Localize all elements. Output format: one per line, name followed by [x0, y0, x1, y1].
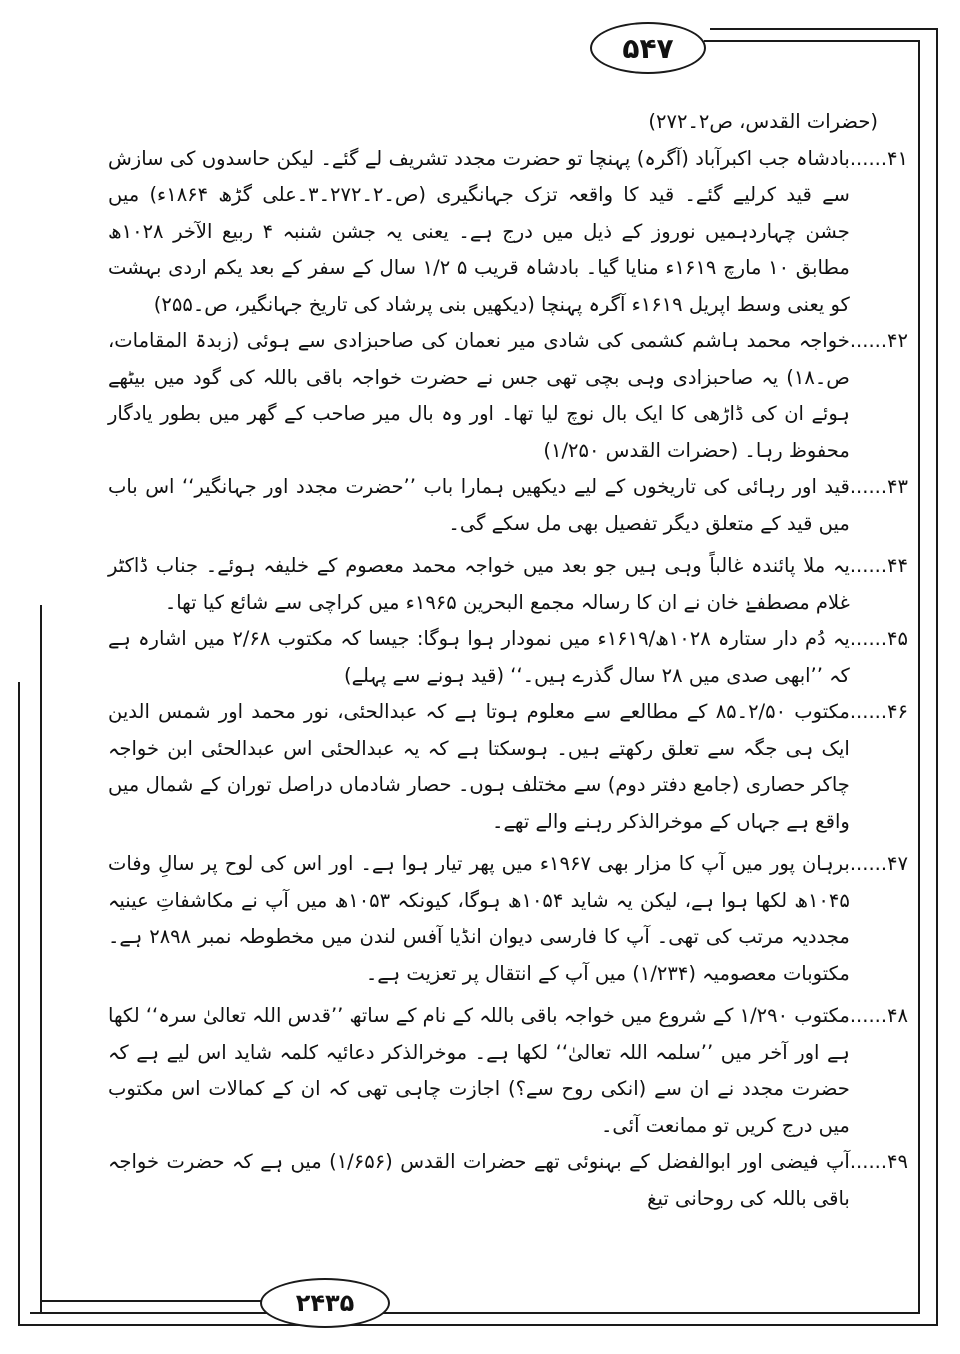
footer-page-number	[260, 1278, 390, 1328]
header-page-number	[590, 22, 706, 74]
note-text: یہ دُم دار ستارہ ۱۰۲۸ھ/۱۶۱۹ء میں نمودار ہوا ہوگا: جیسا کہ مکتوب ۲/۶۸ میں اشارہ ہے کہ ’’ابھی صدی میں ۲۸ سال گذرے ہیں۔‘‘ (قید ہونے سے پہلے)	[108, 627, 850, 687]
frame-bottom-line-short	[40, 1300, 270, 1302]
note-44	[108, 548, 908, 621]
header-page-number-text: ۵۴۷	[622, 31, 674, 65]
note-text: بادشاہ جب اکبرآباد (آگرہ) پہنچا تو حضرت مجدد تشریف لے گئے۔ لیکن حاسدوں کی سازش سے قید کرلیے گئے۔ قید کا واقعہ تزک جہانگیری (ص۔۲۔۲۷۲۔۳۔علی گڑھ ۱۸۶۴ء) میں جشن چہاردہمیں نوروز کے ذیل میں درج ہے۔ یعنی یہ جشن شنبہ ۴ ربیع الآخر ۱۰۲۸ھ مطابق ۱۰ مارچ ۱۶۱۹ء منایا گیا۔ بادشاہ قریب ۵ ۱/۲ سال کے سفر کے بعد یکم اردی بہشت کو یعنی وسط اپریل ۱۶۱۹ء آگرہ پہنچا (دیکھیں بنی پرشاد کی تاریخ جہانگیر، ص۔۲۵۵)	[108, 146, 850, 316]
note-number: ۴۳......	[849, 475, 908, 498]
footnotes-body	[108, 104, 908, 1217]
note-47	[108, 846, 908, 992]
frame-top-line-outer	[710, 28, 938, 30]
note-text: خواجہ محمد ہاشم کشمی کی شادی میر نعمان کی صاحبزادی سے ہوئی (زبدۃ المقامات، ص۔۱۸) یہ صاحبزادی وہی بچی تھی جس نے حضرت خواجہ باقی باللہ کی گود میں بیٹھے ہوئے ان کی ڈاڑھی کا ایک بال نوچ لیا تھا۔ اور وہ بال میر صاحب کے گھر میں بطور یادگار محفوظ رہا۔ (حضرات القدس ۱/۲۵۰)	[108, 329, 850, 462]
frame-top-line-inner	[704, 40, 920, 42]
note-number: ۴۹......	[849, 1150, 908, 1173]
note-43	[108, 469, 908, 542]
frame-bottom-line-inner	[30, 1312, 920, 1314]
note-text: مکتوب ۱/۲۹۰ کے شروع میں خواجہ باقی باللہ کے نام کے ساتھ ’’قدس اللہ تعالیٰ سرہ‘‘ لکھا ہے اور آخر میں ’’سلمہ اللہ تعالیٰ‘‘ لکھا ہے۔ موخرالذکر دعائیہ کلمہ شاید اس لیے ہے کہ حضرت مجدد نے ان سے (انکی روح سے؟) اجازت چاہی تھی کہ ان کے کمالات اس مکتوب میں درج کریں تو ممانعت آئی۔	[108, 1004, 850, 1137]
note-number: ۴۵......	[849, 627, 908, 650]
footer-page-number-text: ۲۴۳۵	[295, 1289, 355, 1317]
frame-left-outer	[18, 682, 20, 1326]
note-48	[108, 998, 908, 1144]
frame-left-inner	[40, 605, 42, 1313]
frame-outer-right	[936, 28, 938, 1324]
note-49	[108, 1144, 908, 1217]
note-text: قید اور رہائی کی تاریخوں کے لیے دیکھیں ہمارا باب ’’حضرت مجدد اور جہانگیر‘‘ اس باب میں قید کے متعلق دیگر تفصیل بھی مل سکے گی۔	[108, 475, 850, 535]
note-text: برہان پور میں آپ کا مزار بھی ۱۹۶۷ء میں پھر تیار ہوا ہے۔ اور اس کی لوح پر سالِ وفات ۱۰۴۵ھ لکھا ہوا ہے، لیکن یہ شاید ۱۰۵۴ھ ہوگا، کیونکہ ۱۰۵۳ھ میں آپ نے مکاشفاتِ عینیہ مجددیہ مرتب کی تھی۔ آپ کا فارسی دیوان انڈیا آفس لندن میں مخطوطہ نمبر ۲۸۹۸ ہے۔ مکتوبات معصومیہ (۱/۲۳۴) میں آپ کے انتقال پر تعزیت ہے۔	[108, 852, 850, 985]
note-number: ۴۲......	[849, 329, 908, 352]
note-text: یہ ملا پائندہ غالباً وہی ہیں جو بعد میں خواجہ محمد معصوم کے خلیفہ ہوئے۔ جناب ڈاکٹر غلام مصطفےٰ خان نے ان کا رسالہ مجمع البحرین ۱۹۶۵ء میں کراچی سے شائع کیا تھا۔	[108, 554, 850, 614]
note-45	[108, 621, 908, 694]
note-number: ۴۷......	[849, 852, 908, 875]
note-number: ۴۶......	[849, 700, 908, 723]
frame-inner-right	[918, 40, 920, 1312]
note-number: ۴۱......	[849, 146, 908, 170]
note-text: آپ فیضی اور ابوالفضل کے بہنوئی تھے حضرات القدس (۱/۶۵۶) میں ہے کہ حضرت خواجہ باقی باللہ کی روحانی تیغ	[108, 1150, 850, 1210]
reference-line: (حضرات القدس، ص۲۔۲۷۲)	[648, 110, 878, 133]
note-42	[108, 323, 908, 469]
note-number: ۴۸......	[849, 1004, 908, 1027]
note-41	[108, 141, 908, 324]
note-text: مکتوب ۲/۵۰۔۸۵ کے مطالعے سے معلوم ہوتا ہے کہ عبدالحئی، نور محمد اور شمس الدین ایک ہی جگہ سے تعلق رکھتے ہیں۔ ہوسکتا ہے کہ یہ عبدالحئی اس عبدالحئی ابن خواجہ چاکر حصاری (جامع دفتر دوم) سے مختلف ہوں۔ حصار شادماں دراصل توران کے شمال میں واقع ہے جہاں کے موخرالذکر رہنے والے تھے۔	[108, 700, 850, 833]
note-number: ۴۴......	[849, 554, 908, 577]
frame-bottom-line-outer	[18, 1324, 938, 1326]
note-46	[108, 694, 908, 840]
